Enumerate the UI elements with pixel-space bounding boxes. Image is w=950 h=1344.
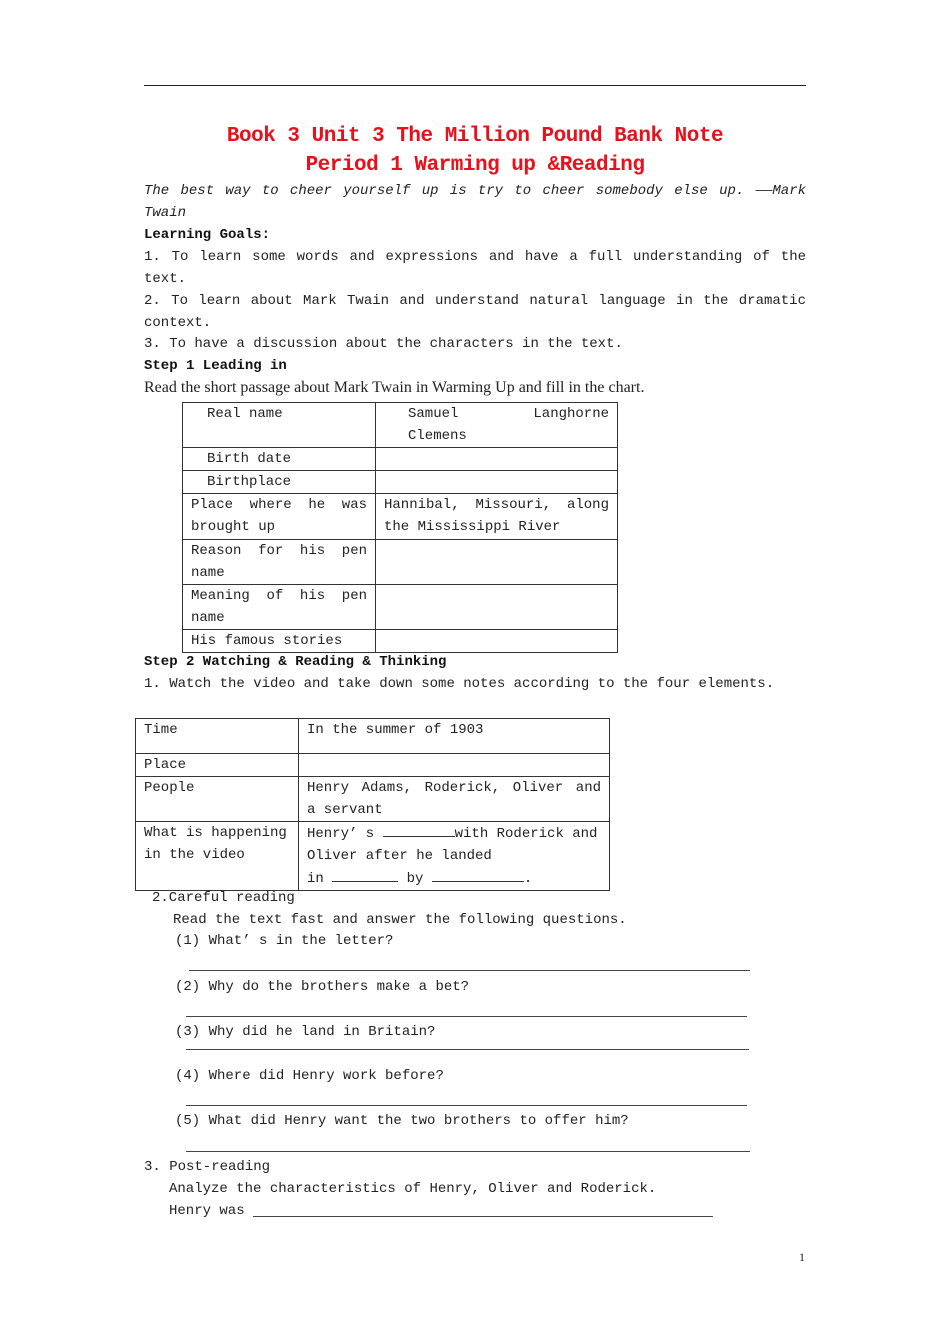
blank-field[interactable] xyxy=(383,822,455,837)
goal-1-cont: text. xyxy=(144,271,187,287)
cell-label: Place xyxy=(136,754,299,777)
step2-instruction: 1. Watch the video and take down some notes according to the four elements. xyxy=(144,676,775,692)
quote: The best way to cheer yourself up is try to cheer somebody else up. ——Mark xyxy=(144,183,806,199)
answer-line-4[interactable] xyxy=(186,1105,747,1106)
goal-3: 3. To have a discussion about the characters in the text. xyxy=(144,336,623,352)
careful-reading-heading: 2.Careful reading xyxy=(152,890,295,906)
answer-line-5[interactable] xyxy=(186,1151,750,1152)
cell-value[interactable] xyxy=(376,585,618,630)
answer-line-2[interactable] xyxy=(186,1016,747,1017)
blank-field[interactable] xyxy=(432,867,524,882)
video-notes-table xyxy=(135,718,610,891)
cell-label: Real name xyxy=(183,403,376,448)
cell-value[interactable]: In the summer of 1903 xyxy=(299,719,610,754)
question-1: (1) What’ s in the letter? xyxy=(175,933,394,949)
henry-was-label: Henry was xyxy=(169,1203,245,1219)
page-number: 1 xyxy=(799,1250,805,1264)
answer-line-1[interactable] xyxy=(189,970,750,971)
post-reading-instruction: Analyze the characteristics of Henry, Oliver and Roderick. xyxy=(169,1181,657,1197)
cell-label: Time xyxy=(136,719,299,754)
header-rule xyxy=(144,85,806,86)
question-3: (3) Why did he land in Britain? xyxy=(175,1024,436,1040)
cell-value[interactable]: Henry Adams, Roderick, Oliver and a servant xyxy=(299,777,610,822)
quote-author: Twain xyxy=(144,205,187,221)
text: by xyxy=(406,871,424,887)
cell-label: Meaning of his pen name xyxy=(183,585,376,630)
post-reading-heading: 3. Post-reading xyxy=(144,1159,271,1175)
step1-heading: Step 1 Leading in xyxy=(144,358,287,374)
cell-value[interactable] xyxy=(376,448,618,471)
goal-1: 1. To learn some words and expressions and have a full understanding of the xyxy=(144,249,806,265)
cell-label: People xyxy=(136,777,299,822)
cell-value[interactable] xyxy=(299,822,610,891)
document-subtitle: Period 1 Warming up &Reading xyxy=(305,154,645,177)
question-5: (5) What did Henry want the two brothers to offer him? xyxy=(175,1113,629,1129)
goal-2: 2. To learn about Mark Twain and understand natural language in the dramatic xyxy=(144,293,806,309)
cell-label: What is happening in the video xyxy=(136,822,299,891)
careful-reading-instruction: Read the text fast and answer the following questions. xyxy=(173,912,627,928)
goals-heading: Learning Goals: xyxy=(144,227,271,243)
document-title: Book 3 Unit 3 The Million Pound Bank Note xyxy=(226,125,724,148)
goal-2-cont: context. xyxy=(144,315,212,331)
cell-value[interactable] xyxy=(299,754,610,777)
cell-value[interactable] xyxy=(376,630,618,653)
cell-value[interactable]: Hannibal, Missouri, along the Mississippi River xyxy=(376,494,618,540)
text: . xyxy=(523,871,533,887)
answer-line-3[interactable] xyxy=(186,1049,749,1050)
henry-answer-line[interactable] xyxy=(253,1216,713,1217)
cell-label: His famous stories xyxy=(183,630,376,653)
text: in xyxy=(307,871,324,887)
cell-value[interactable] xyxy=(376,540,618,585)
cell-label: Place where he was brought up xyxy=(183,494,376,540)
question-2: (2) Why do the brothers make a bet? xyxy=(175,979,470,995)
cell-label: Birthplace xyxy=(183,471,376,494)
text: Henry’ s xyxy=(307,826,375,842)
text: with Roderick and Oliver after he landed xyxy=(307,826,598,864)
cell-label: Reason for his pen name xyxy=(183,540,376,585)
cell-label: Birth date xyxy=(183,448,376,471)
blank-field[interactable] xyxy=(332,867,398,882)
cell-value[interactable] xyxy=(376,471,618,494)
step2-heading: Step 2 Watching & Reading & Thinking xyxy=(144,654,447,670)
cell-value[interactable]: Samuel Langhorne Clemens xyxy=(376,403,618,448)
question-4: (4) Where did Henry work before? xyxy=(175,1068,444,1084)
mark-twain-chart xyxy=(182,402,618,653)
step1-instruction: Read the short passage about Mark Twain in Warming Up and fill in the chart. xyxy=(144,379,645,396)
